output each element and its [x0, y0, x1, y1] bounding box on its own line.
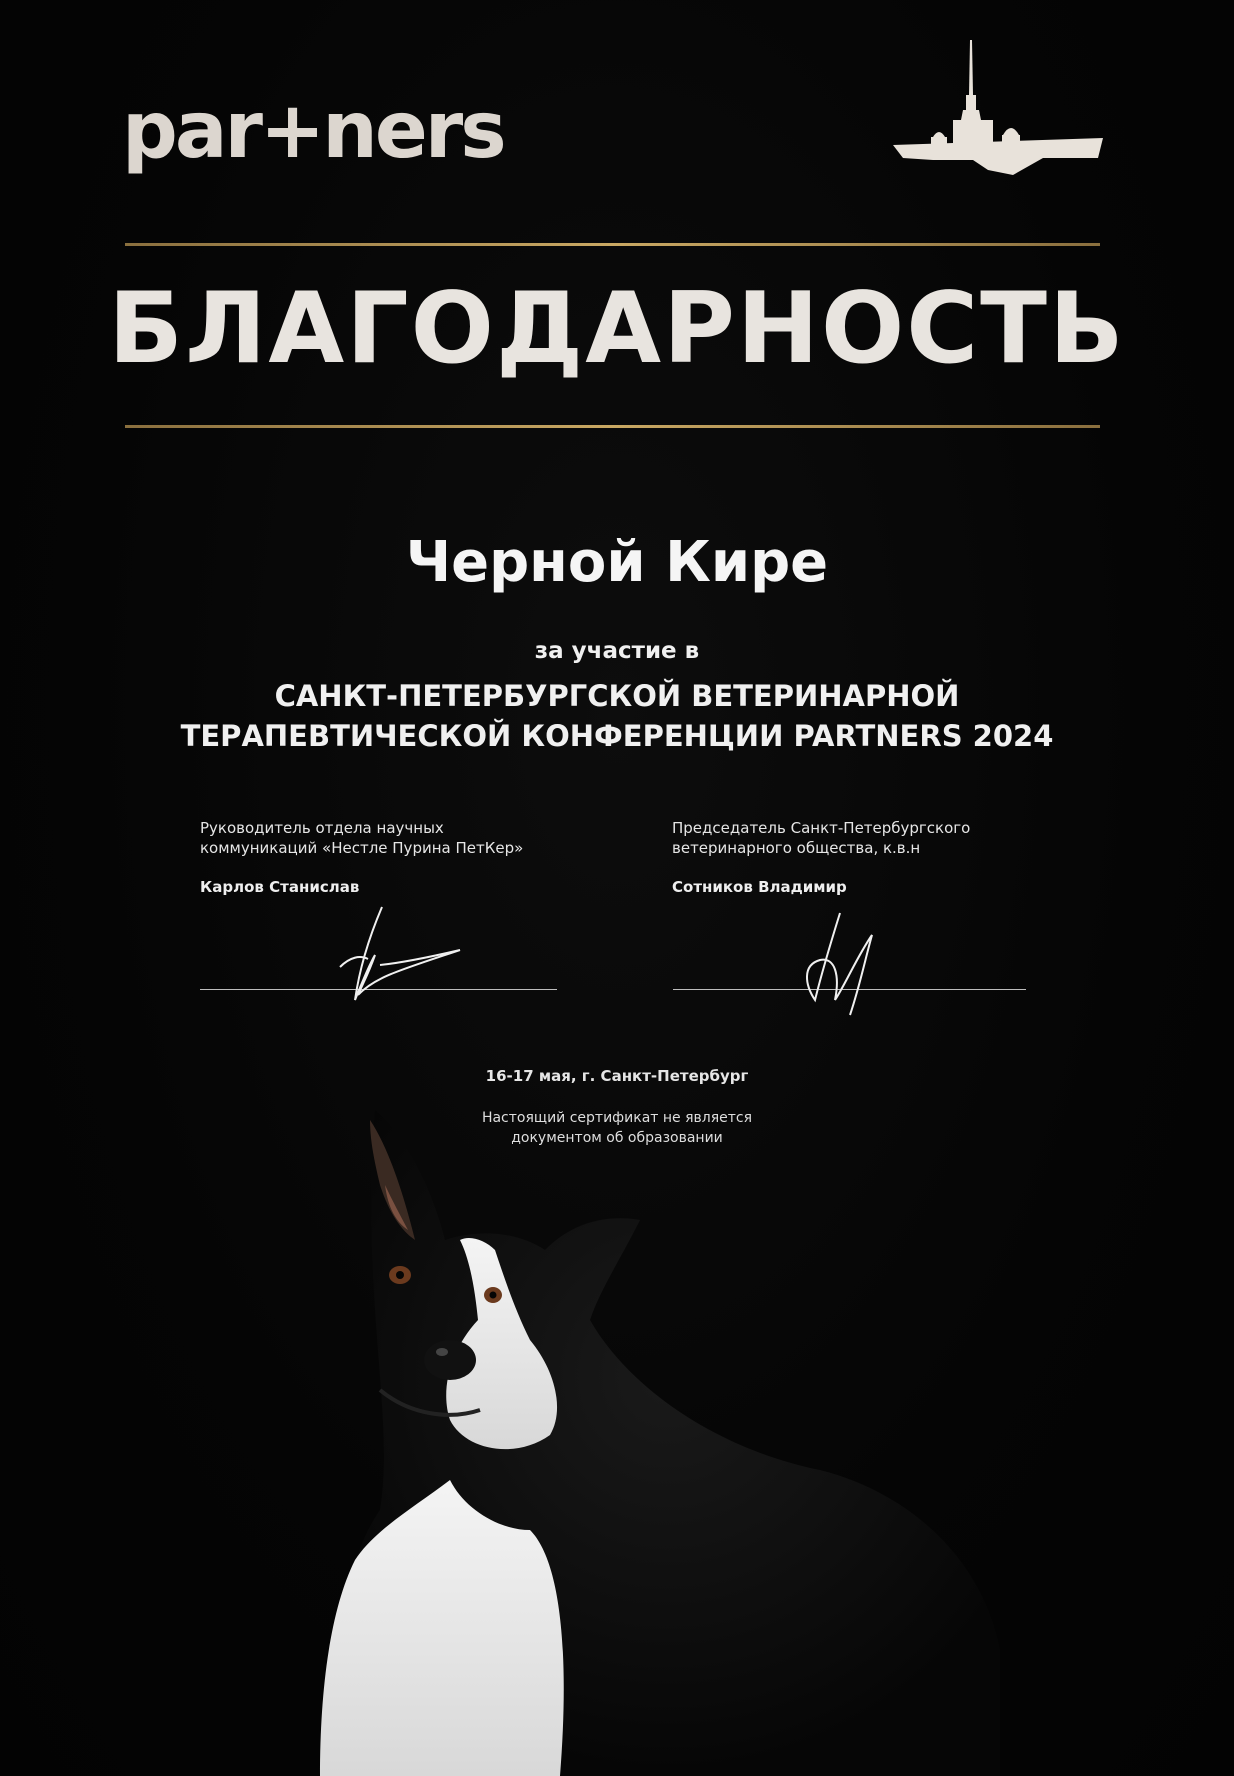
event-date-place: 16-17 мая, г. Санкт-Петербург	[485, 1067, 749, 1085]
disclaimer-line-2: документом об образовании	[511, 1130, 723, 1146]
signature-right-icon	[780, 905, 900, 1025]
bottom-gold-rule	[125, 425, 1100, 428]
signatory-left-role-line2: коммуникаций «Нестле Пурина ПетКер»	[200, 839, 524, 857]
signatory-left-role	[200, 818, 560, 858]
fortress-skyline-icon	[893, 40, 1103, 180]
top-gold-rule	[125, 243, 1100, 246]
conference-line-2: ТЕРАПЕВТИЧЕСКОЙ КОНФЕРЕНЦИИ PARTNERS 2024	[180, 719, 1054, 753]
disclaimer-line-1: Настоящий сертификат не является	[481, 1110, 753, 1126]
border-collie-image	[300, 1090, 1000, 1776]
participation-text: за участие в	[534, 638, 700, 664]
partners-logo: par+ners	[122, 86, 504, 176]
signatory-right-role-line2: ветеринарного общества, к.в.н	[672, 839, 921, 857]
signature-left-icon	[320, 905, 470, 1025]
recipient-name: Черной Кире	[405, 530, 829, 595]
signatory-right-name: Сотников Владимир	[672, 878, 847, 896]
signatory-right-role	[672, 818, 1032, 858]
signatory-left-role-line1: Руководитель отдела научных	[200, 819, 444, 837]
signatory-right-role-line1: Председатель Санкт-Петербургского	[672, 819, 971, 837]
signatory-left-name: Карлов Станислав	[200, 878, 360, 896]
conference-name	[0, 676, 1234, 756]
certificate-title: БЛАГОДАРНОСТЬ	[108, 272, 1126, 386]
conference-line-1: САНКТ-ПЕТЕРБУРГСКОЙ ВЕТЕРИНАРНОЙ	[274, 679, 960, 713]
